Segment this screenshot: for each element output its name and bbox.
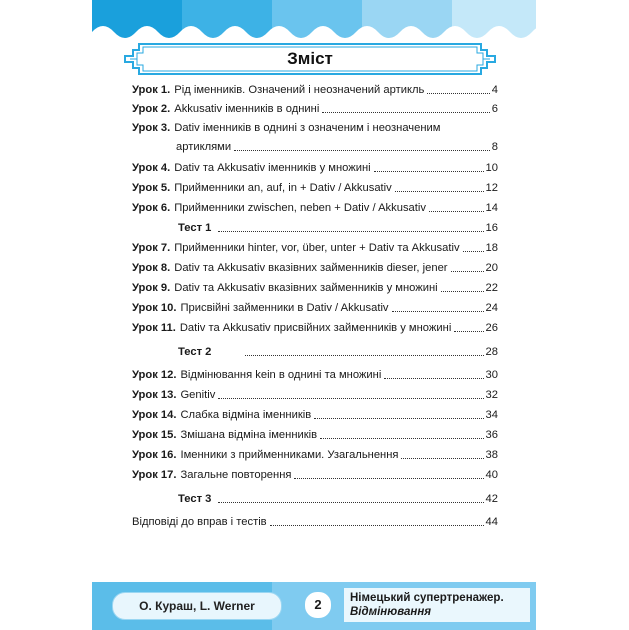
toc-page: 20 bbox=[485, 262, 498, 274]
book-title-box bbox=[344, 588, 530, 622]
toc-text: Прийменники hinter, vor, über, unter + Dativ та Akkusativ bbox=[174, 242, 460, 254]
toc-text: Відповіді до вправ і тестів bbox=[132, 516, 267, 528]
dot-leader bbox=[270, 525, 484, 526]
dot-leader bbox=[218, 398, 483, 399]
toc-page: 36 bbox=[485, 429, 498, 441]
toc-page: 8 bbox=[491, 141, 498, 153]
book-subtitle: Відмінювання bbox=[350, 606, 432, 618]
toc-label: Урок 5. bbox=[132, 182, 171, 194]
dot-leader bbox=[374, 171, 484, 172]
toc-text: Загальне повторення bbox=[180, 469, 292, 481]
toc-text: Відмінювання kein в однині та множині bbox=[180, 369, 382, 381]
toc-page: 26 bbox=[485, 322, 498, 334]
toc-text: артиклями bbox=[176, 141, 232, 153]
toc-text: Dativ та Akkusativ вказівних займенників у множині bbox=[174, 282, 438, 294]
dot-leader bbox=[395, 191, 484, 192]
toc-page: 28 bbox=[485, 346, 498, 358]
toc-entry[interactable] bbox=[132, 409, 498, 422]
toc-label: Урок 2. bbox=[132, 103, 171, 115]
toc-page: 38 bbox=[485, 449, 498, 461]
toc-entry[interactable] bbox=[132, 302, 498, 315]
toc-entry-continued[interactable] bbox=[132, 141, 498, 154]
toc-text: Dativ іменників в однині з означеним і неозначеним bbox=[174, 122, 441, 134]
toc-text: Dativ та Akkusativ вказівних займенників dieser, jener bbox=[174, 262, 448, 274]
toc-label: Урок 7. bbox=[132, 242, 171, 254]
toc-test-entry[interactable] bbox=[132, 346, 498, 359]
toc-entry[interactable] bbox=[132, 282, 498, 295]
toc-page: 30 bbox=[485, 369, 498, 381]
toc-label: Урок 6. bbox=[132, 202, 171, 214]
dot-leader bbox=[441, 291, 484, 292]
toc-page: 4 bbox=[491, 84, 498, 96]
toc-page: 18 bbox=[485, 242, 498, 254]
toc-test-entry[interactable] bbox=[132, 493, 498, 506]
toc-text: Dativ та Akkusativ іменників у множині bbox=[174, 162, 371, 174]
toc-page: 42 bbox=[485, 493, 498, 505]
dot-leader bbox=[245, 355, 483, 356]
dot-leader bbox=[218, 502, 483, 503]
toc-entry[interactable] bbox=[132, 322, 498, 335]
toc-page: 12 bbox=[485, 182, 498, 194]
toc-text: Рід іменників. Означений і неозначений артикль bbox=[174, 84, 425, 96]
toc-label: Урок 8. bbox=[132, 262, 171, 274]
toc-page: 32 bbox=[485, 389, 498, 401]
toc-text: Слабка відміна іменників bbox=[180, 409, 312, 421]
toc-entry[interactable] bbox=[132, 122, 498, 135]
toc-text: Genitiv bbox=[180, 389, 216, 401]
dot-leader bbox=[427, 93, 489, 94]
dot-leader bbox=[294, 478, 483, 479]
toc-entry[interactable] bbox=[132, 516, 498, 529]
toc-test-entry[interactable] bbox=[132, 222, 498, 235]
toc-page: 22 bbox=[485, 282, 498, 294]
toc-text: Прийменники zwischen, neben + Dativ / Akkusativ bbox=[174, 202, 426, 214]
toc-label: Тест 2 bbox=[178, 346, 212, 358]
dot-leader bbox=[320, 438, 483, 439]
toc-entry[interactable] bbox=[132, 162, 498, 175]
toc-entry[interactable] bbox=[132, 202, 498, 215]
dot-leader bbox=[384, 378, 483, 379]
toc-label: Урок 11. bbox=[132, 322, 176, 334]
toc-label: Урок 10. bbox=[132, 302, 177, 314]
toc-entry[interactable] bbox=[132, 369, 498, 382]
dot-leader bbox=[463, 251, 484, 252]
toc-label: Тест 1 bbox=[178, 222, 212, 234]
toc-label: Урок 15. bbox=[132, 429, 177, 441]
dot-leader bbox=[451, 271, 484, 272]
toc-text: Змішана відміна іменників bbox=[180, 429, 318, 441]
toc-entry[interactable] bbox=[132, 262, 498, 275]
dot-leader bbox=[234, 150, 490, 151]
toc-entry[interactable] bbox=[132, 242, 498, 255]
toc-entry[interactable] bbox=[132, 389, 498, 402]
dot-leader bbox=[322, 112, 489, 113]
toc-page: 34 bbox=[485, 409, 498, 421]
toc-label: Тест 3 bbox=[178, 493, 212, 505]
toc-entry[interactable] bbox=[132, 103, 498, 116]
book-title: Німецький супертренажер. bbox=[350, 592, 504, 604]
toc-entry[interactable] bbox=[132, 469, 498, 482]
dot-leader bbox=[218, 231, 483, 232]
toc-label: Урок 14. bbox=[132, 409, 177, 421]
dot-leader bbox=[314, 418, 483, 419]
dot-leader bbox=[392, 311, 484, 312]
toc-label: Урок 3. bbox=[132, 122, 171, 134]
toc-text: Dativ та Akkusativ присвійних займенників у множині bbox=[179, 322, 452, 334]
toc-page: 10 bbox=[485, 162, 498, 174]
toc-label: Урок 17. bbox=[132, 469, 177, 481]
toc-entry[interactable] bbox=[132, 449, 498, 462]
toc-text: Akkusativ іменників в однині bbox=[174, 103, 320, 115]
toc-entry[interactable] bbox=[132, 84, 498, 97]
toc-page: 14 bbox=[485, 202, 498, 214]
toc-entry[interactable] bbox=[132, 182, 498, 195]
toc-label: Урок 4. bbox=[132, 162, 171, 174]
dot-leader bbox=[401, 458, 483, 459]
dot-leader bbox=[429, 211, 484, 212]
toc-label: Урок 16. bbox=[132, 449, 177, 461]
toc-page: 6 bbox=[491, 103, 498, 115]
toc-text: Присвійні займенники в Dativ / Akkusativ bbox=[180, 302, 389, 314]
page-title: Зміст bbox=[287, 49, 333, 68]
dot-leader bbox=[454, 331, 483, 332]
toc-entry[interactable] bbox=[132, 429, 498, 442]
toc-label: Урок 12. bbox=[132, 369, 177, 381]
toc-page: 40 bbox=[485, 469, 498, 481]
toc-page: 44 bbox=[485, 516, 498, 528]
toc-label: Урок 9. bbox=[132, 282, 171, 294]
toc-label: Урок 13. bbox=[132, 389, 177, 401]
toc-page: 24 bbox=[485, 302, 498, 314]
toc-text: Іменники з прийменниками. Узагальнення bbox=[180, 449, 399, 461]
page-number: 2 bbox=[304, 591, 332, 619]
authors-badge: О. Кураш, L. Werner bbox=[112, 592, 282, 620]
toc-text: Прийменники an, auf, in + Dativ / Akkusativ bbox=[174, 182, 392, 194]
toc-page: 16 bbox=[485, 222, 498, 234]
toc-label: Урок 1. bbox=[132, 84, 171, 96]
